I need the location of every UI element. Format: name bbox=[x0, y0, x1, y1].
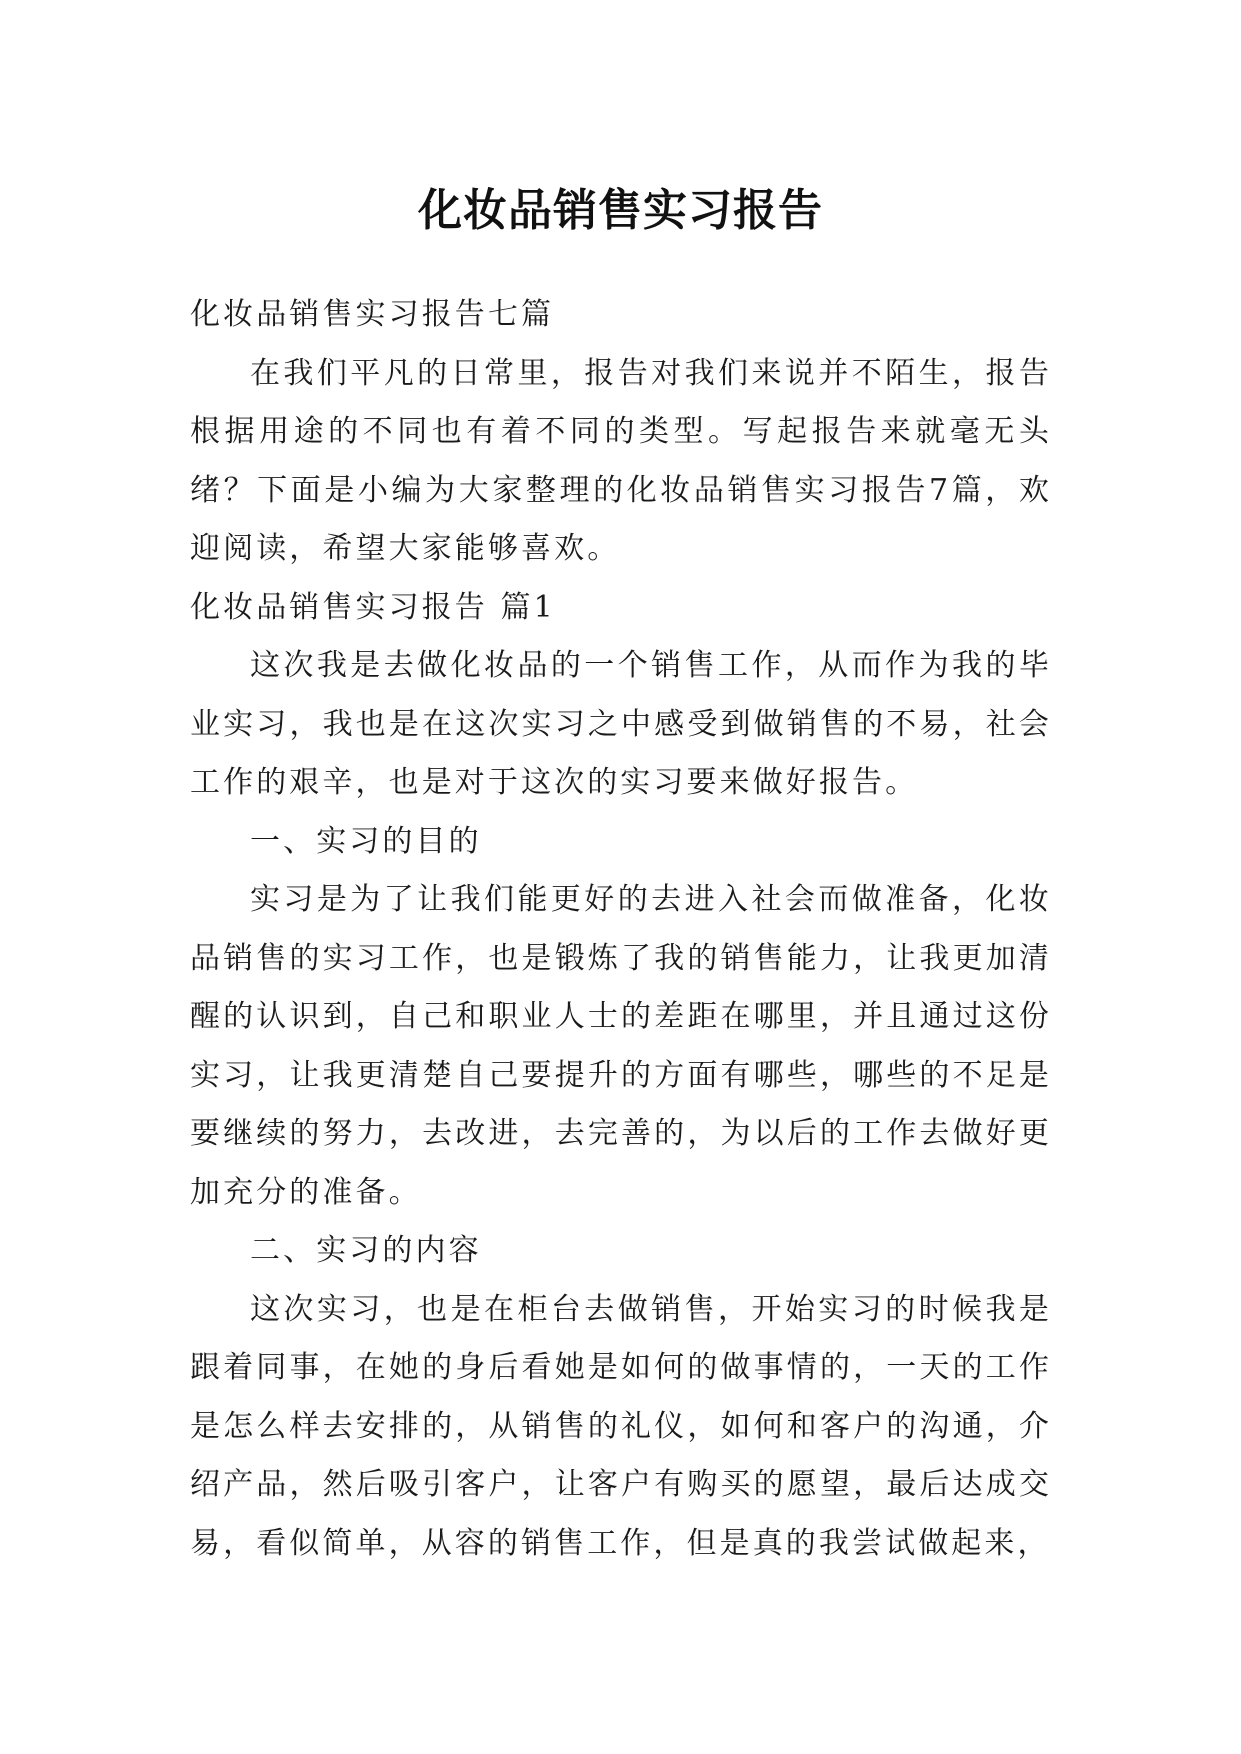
paragraph: 实习是为了让我们能更好的去进入社会而做准备，化妆品销售的实习工作，也是锻炼了我的销售能力，让我更加清醒的认识到，自己和职业人士的差距在哪里，并且通过这份实习，让我更清楚自己要提升的方面有哪些，哪些的不足是要继续的努力，去改进，去完善的，为以后的工作去做好更加充分的准备。 bbox=[190, 882, 1052, 1210]
paragraph: 这次我是去做化妆品的一个销售工作，从而作为我的毕业实习，我也是在这次实习之中感受到做销售的不易，社会工作的艰辛，也是对于这次的实习要来做好报告。 bbox=[190, 648, 1052, 800]
paragraph: 这次实习，也是在柜台去做销售，开始实习的时候我是跟着同事，在她的身后看她是如何的做事情的，一天的工作是怎么样去安排的，从销售的礼仪，如何和客户的沟通，介绍产品，然后吸引客户，让客户有购买的愿望，最后达成交易，看似简单，从容的销售工作，但是真的我尝试做起来， bbox=[190, 1291, 1052, 1561]
paragraph: 在我们平凡的日常里，报告对我们来说并不陌生，报告根据用途的不同也有着不同的类型。写起报告来就毫无头绪？下面是小编为大家整理的化妆品销售实习报告7篇，欢迎阅读，希望大家能够喜欢。 bbox=[190, 355, 1052, 566]
paragraph: 化妆品销售实习报告七篇 bbox=[190, 297, 555, 332]
document-title: 化妆品销售实习报告 bbox=[418, 185, 823, 237]
section-heading: 化妆品销售实习报告 篇1 bbox=[190, 589, 556, 625]
document-body bbox=[190, 286, 1052, 1573]
section-heading: 二、实习的内容 bbox=[250, 1233, 482, 1268]
section-heading: 一、实习的目的 bbox=[250, 823, 482, 859]
